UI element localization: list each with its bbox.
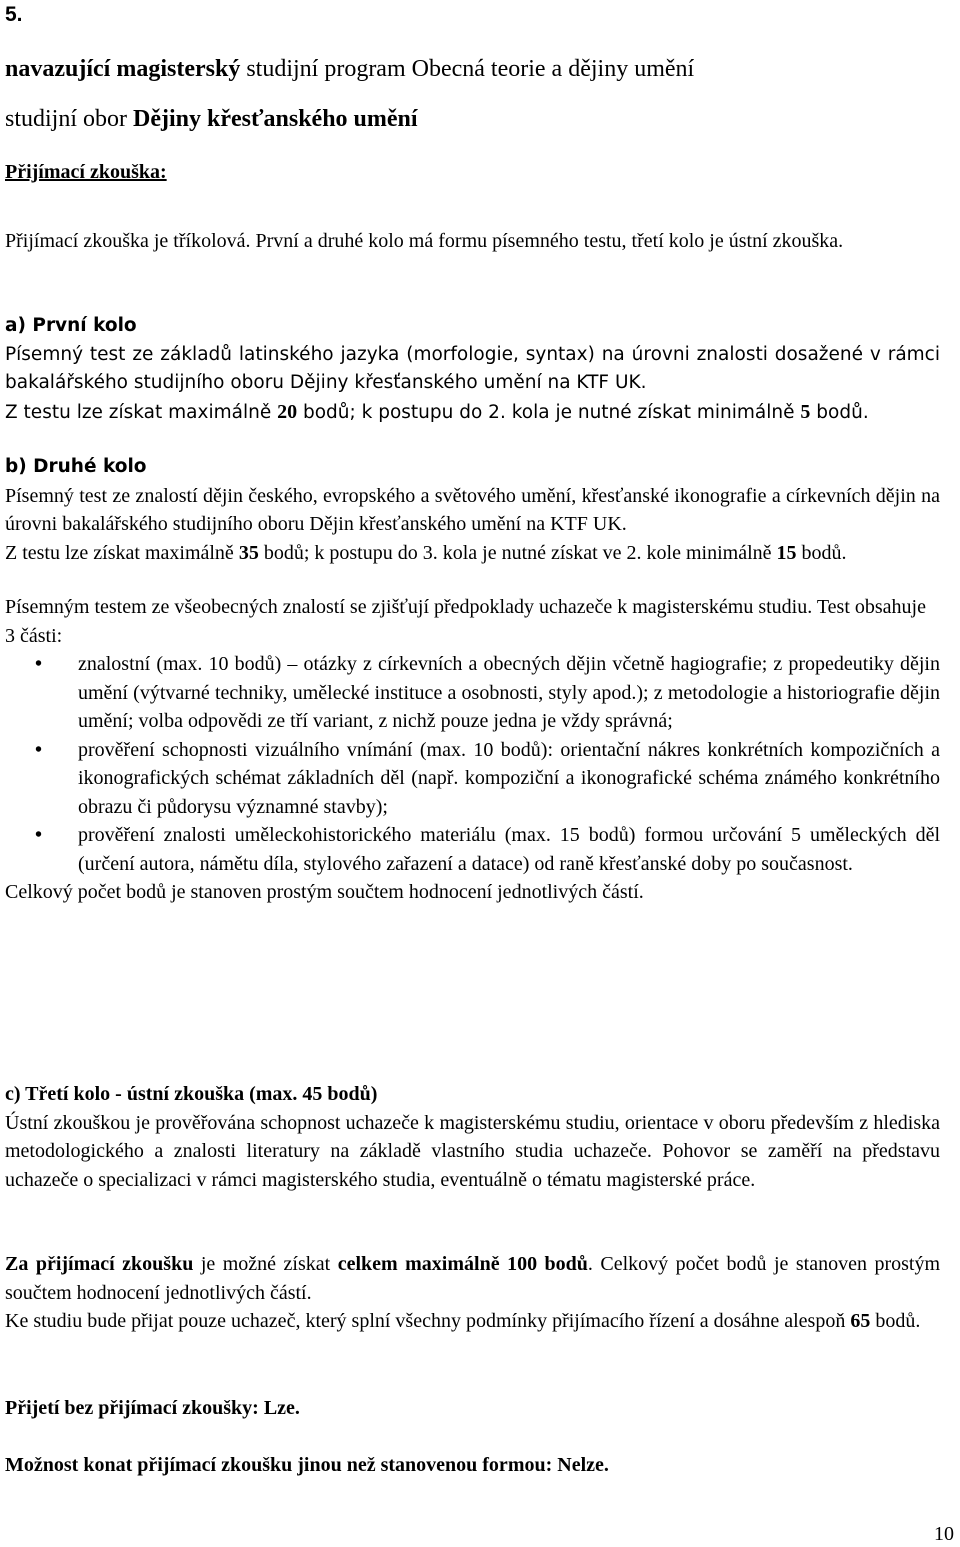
summary-section — [5, 1250, 940, 1336]
bullet-icon: • — [35, 824, 43, 846]
entrance-intro-text: Přijímací zkouška je tříkolová. První a druhé kolo má formu písemného testu, třetí kolo je ústní zkouška. — [5, 230, 844, 252]
admission-without-exam: Přijetí bez přijímací zkoušky: Lze. — [5, 1397, 300, 1419]
general-test-intro: Písemným testem ze všeobecných znalostí se zjišťují předpoklady uchazeče k magisterskému studiu. Test obsahuje 3 části: — [5, 596, 926, 647]
round-b-points-post: bodů. — [796, 541, 847, 564]
round-a-points-pre: Z testu lze získat maximálně — [5, 401, 278, 423]
admission-min-points: 65 — [850, 1310, 871, 1332]
test-part-2: prověření schopnosti vizuálního vnímání (max. 10 bodů): orientační nákres konkrétních kompozičních a ikonografických schémat základních děl (např. kompoziční a ikonografické schéma známého konkrétního obrazu či půdorysu významné stavby); — [78, 738, 940, 818]
test-part-1: znalostní (max. 10 bodů) – otázky z církevních a obecných dějin včetně hagiografie; z propedeutiky dějin umění (výtvarné techniky, umělecké instituce a osobnosti, styly apod.); z metodologie a historiografie dějin umění; volba odpovědi ze tří variant, z nichž pouze jedna je vždy správná; — [78, 653, 940, 732]
round-a-points-mid: bodů; k postupu do 2. kola je nutné získat minimálně — [297, 401, 801, 423]
field-title — [5, 104, 418, 134]
admission-condition-pre: Ke studiu bude přijat pouze uchazeč, který splní všechny podmínky přijímacího řízení a dosáhne alespoň — [5, 1310, 851, 1332]
round-b-points-pre: Z testu lze získat maximálně — [5, 541, 239, 564]
admission-condition — [5, 1307, 940, 1336]
round-b-points-mid: bodů; k postupu do 3. kola je nutné získat ve 2. kole minimálně — [258, 541, 777, 564]
list-item — [5, 821, 940, 878]
round-b-points — [5, 539, 940, 568]
bullet-icon: • — [35, 738, 43, 761]
program-name: studijní program Obecná teorie a dějiny umění — [240, 56, 695, 82]
round-b-min-points: 15 — [776, 541, 797, 564]
list-item — [5, 650, 940, 736]
round-c-section — [5, 1080, 940, 1194]
summary-total — [5, 1250, 940, 1307]
round-b-max-points: 35 — [238, 541, 259, 564]
entrance-intro — [5, 227, 940, 256]
entrance-exam-heading: Přijímací zkouška: — [5, 161, 167, 183]
test-parts-list — [5, 650, 940, 878]
round-c-title: c) Třetí kolo - ústní zkouška (max. 45 bodů) — [5, 1083, 378, 1105]
round-b-title: b) Druhé kolo — [5, 456, 147, 477]
summary-rest: . Celkový počet bodů je stanoven prostým součtem hodnocení jednotlivých částí. — [5, 1253, 941, 1304]
summary-mid: je možné získat — [193, 1253, 338, 1275]
round-a-points-post: bodů. — [810, 401, 869, 423]
page-number: 10 — [934, 1523, 954, 1545]
round-c-text: Ústní zkouškou je prověřována schopnost uchazeče k magisterskému studiu, orientace v oboru především z hlediska metodologického a znalosti literatury na základě vlastního studia uchazeče. Pohovor se zaměří na představu uchazeče o specializaci v rámci magisterského studia, eventuálně o tématu magisterské práce. — [5, 1111, 940, 1191]
test-part-3: prověření znalosti uměleckohistorického materiálu (max. 15 bodů) formou určování 5 uměleckých děl (určení autora, námětu díla, stylového zařazení a datace) od raně křesťanské doby po současnost. — [78, 824, 940, 875]
round-b-total: Celkový počet bodů je stanoven prostým součtem hodnocení jednotlivých částí. — [5, 881, 644, 903]
field-name: Dějiny křesťanského umění — [133, 106, 418, 132]
other-exam-form: Možnost konat přijímací zkoušku jinou než stanovenou formou: Nelze. — [5, 1454, 609, 1476]
program-type: navazující magisterský — [5, 56, 241, 82]
round-a-section — [5, 312, 940, 427]
summary-exam-label: Za přijímací zkoušku — [5, 1253, 194, 1275]
summary-max-points: celkem maximálně 100 bodů — [337, 1253, 588, 1275]
round-b-text: Písemný test ze znalostí dějin českého, evropského a světového umění, křesťanské ikonografie a církevních dějin na úrovni bakalářského studijního oboru Dějin křesťanského umění na KTF UK. — [5, 484, 940, 535]
round-a-max-points: 20 — [277, 400, 298, 423]
bullet-icon: • — [35, 653, 43, 675]
list-item — [5, 736, 940, 822]
field-prefix: studijní obor — [5, 106, 134, 132]
round-a-min-points: 5 — [800, 400, 811, 423]
round-a-text: Písemný test ze základů latinského jazyka (morfologie, syntax) na úrovni znalosti dosažené v rámci bakalářského studijního oboru Dějiny křesťanského umění na KTF UK. — [5, 343, 940, 393]
admission-condition-post: bodů. — [870, 1310, 921, 1332]
round-a-points — [5, 398, 940, 428]
program-title — [5, 54, 694, 84]
section-number: 5. — [5, 3, 23, 26]
round-b-section — [5, 453, 940, 907]
round-a-title: a) První kolo — [5, 315, 137, 336]
